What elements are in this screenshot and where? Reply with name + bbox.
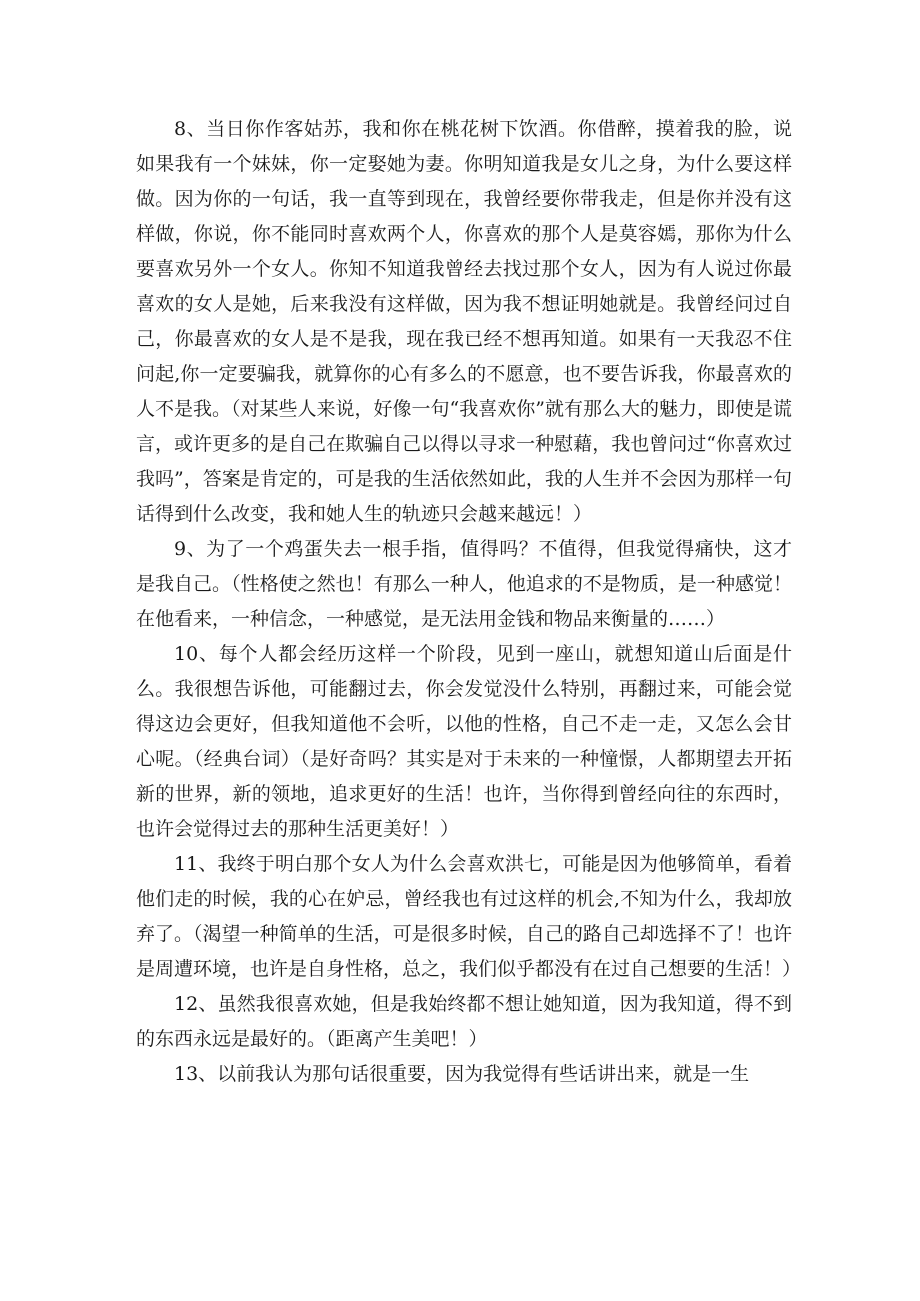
paragraph-quote-8: 8、当日你作客姑苏，我和你在桃花树下饮酒。你借醉，摸着我的脸，说如果我有一个妹妹，你一定娶她为妻。你明知道我是女儿之身，为什么要这样做。因为你的一句话，我一直等到现在，我曾经要你带我走，但是你并没有这样做，你说，你不能同时喜欢两个人，你喜欢的那个人是莫容嫣，那你为什么要喜欢另外一个女人。你知不知道我曾经去找过那个女人，因为有人说过你最喜欢的女人是她，后来我没有这样做，因为我不想证明她就是。我曾经问过自己，你最喜欢的女人是不是我，现在我已经不想再知道。如果有一天我忍不住问起,你一定要骗我，就算你的心有多么的不愿意，也不要告诉我，你最喜欢的人不是我。（对某些人来说，好像一句“我喜欢你”就有那么大的魅力，即使是谎言，或许更多的是自己在欺骗自己以得以寻求一种慰藉，我也曾问过“你喜欢过我吗”，答案是肯定的，可是我的生活依然如此，我的人生并不会因为那样一句话得到什么改变，我和她人生的轨迹只会越来越远！） <box>136 118 792 525</box>
paragraph-quote-12: 12、虽然我很喜欢她，但是我始终都不想让她知道，因为我知道，得不到的东西永远是最好的。（距离产生美吧！） <box>136 993 792 1050</box>
paragraph-quote-9: 9、为了一个鸡蛋失去一根手指，值得吗？不值得，但我觉得痛快，这才是我自己。（性格使之然也！有那么一种人，他追求的不是物质，是一种感觉！在他看来，一种信念，一种感觉，是无法用金钱和物品来衡量的……） <box>136 538 792 630</box>
document-body <box>136 112 802 1092</box>
paragraph-quote-13: 13、以前我认为那句话很重要，因为我觉得有些话讲出来，就是一生 <box>174 1063 750 1085</box>
paragraph-quote-11: 11、我终于明白那个女人为什么会喜欢洪七，可能是因为他够简单，看着他们走的时候，我的心在妒忌，曾经我也有过这样的机会,不知为什么，我却放弃了。（渴望一种简单的生活，可是很多时候，自己的路自己却选择不了！也许是周遭环境，也许是自身性格，总之，我们似乎都没有在过自己想要的生活！） <box>136 853 802 980</box>
paragraph-quote-10: 10、每个人都会经历这样一个阶段，见到一座山，就想知道山后面是什么。我很想告诉他，可能翻过去，你会发觉没什么特别，再翻过来，可能会觉得这边会更好，但我知道他不会听，以他的性格，自己不走一走，又怎么会甘心呢。（经典台词）（是好奇吗？其实是对于未来的一种憧憬，人都期望去开拓新的世界，新的领地，追求更好的生活！也许，当你得到曾经向往的东西时，也许会觉得过去的那种生活更美好！） <box>136 643 792 840</box>
